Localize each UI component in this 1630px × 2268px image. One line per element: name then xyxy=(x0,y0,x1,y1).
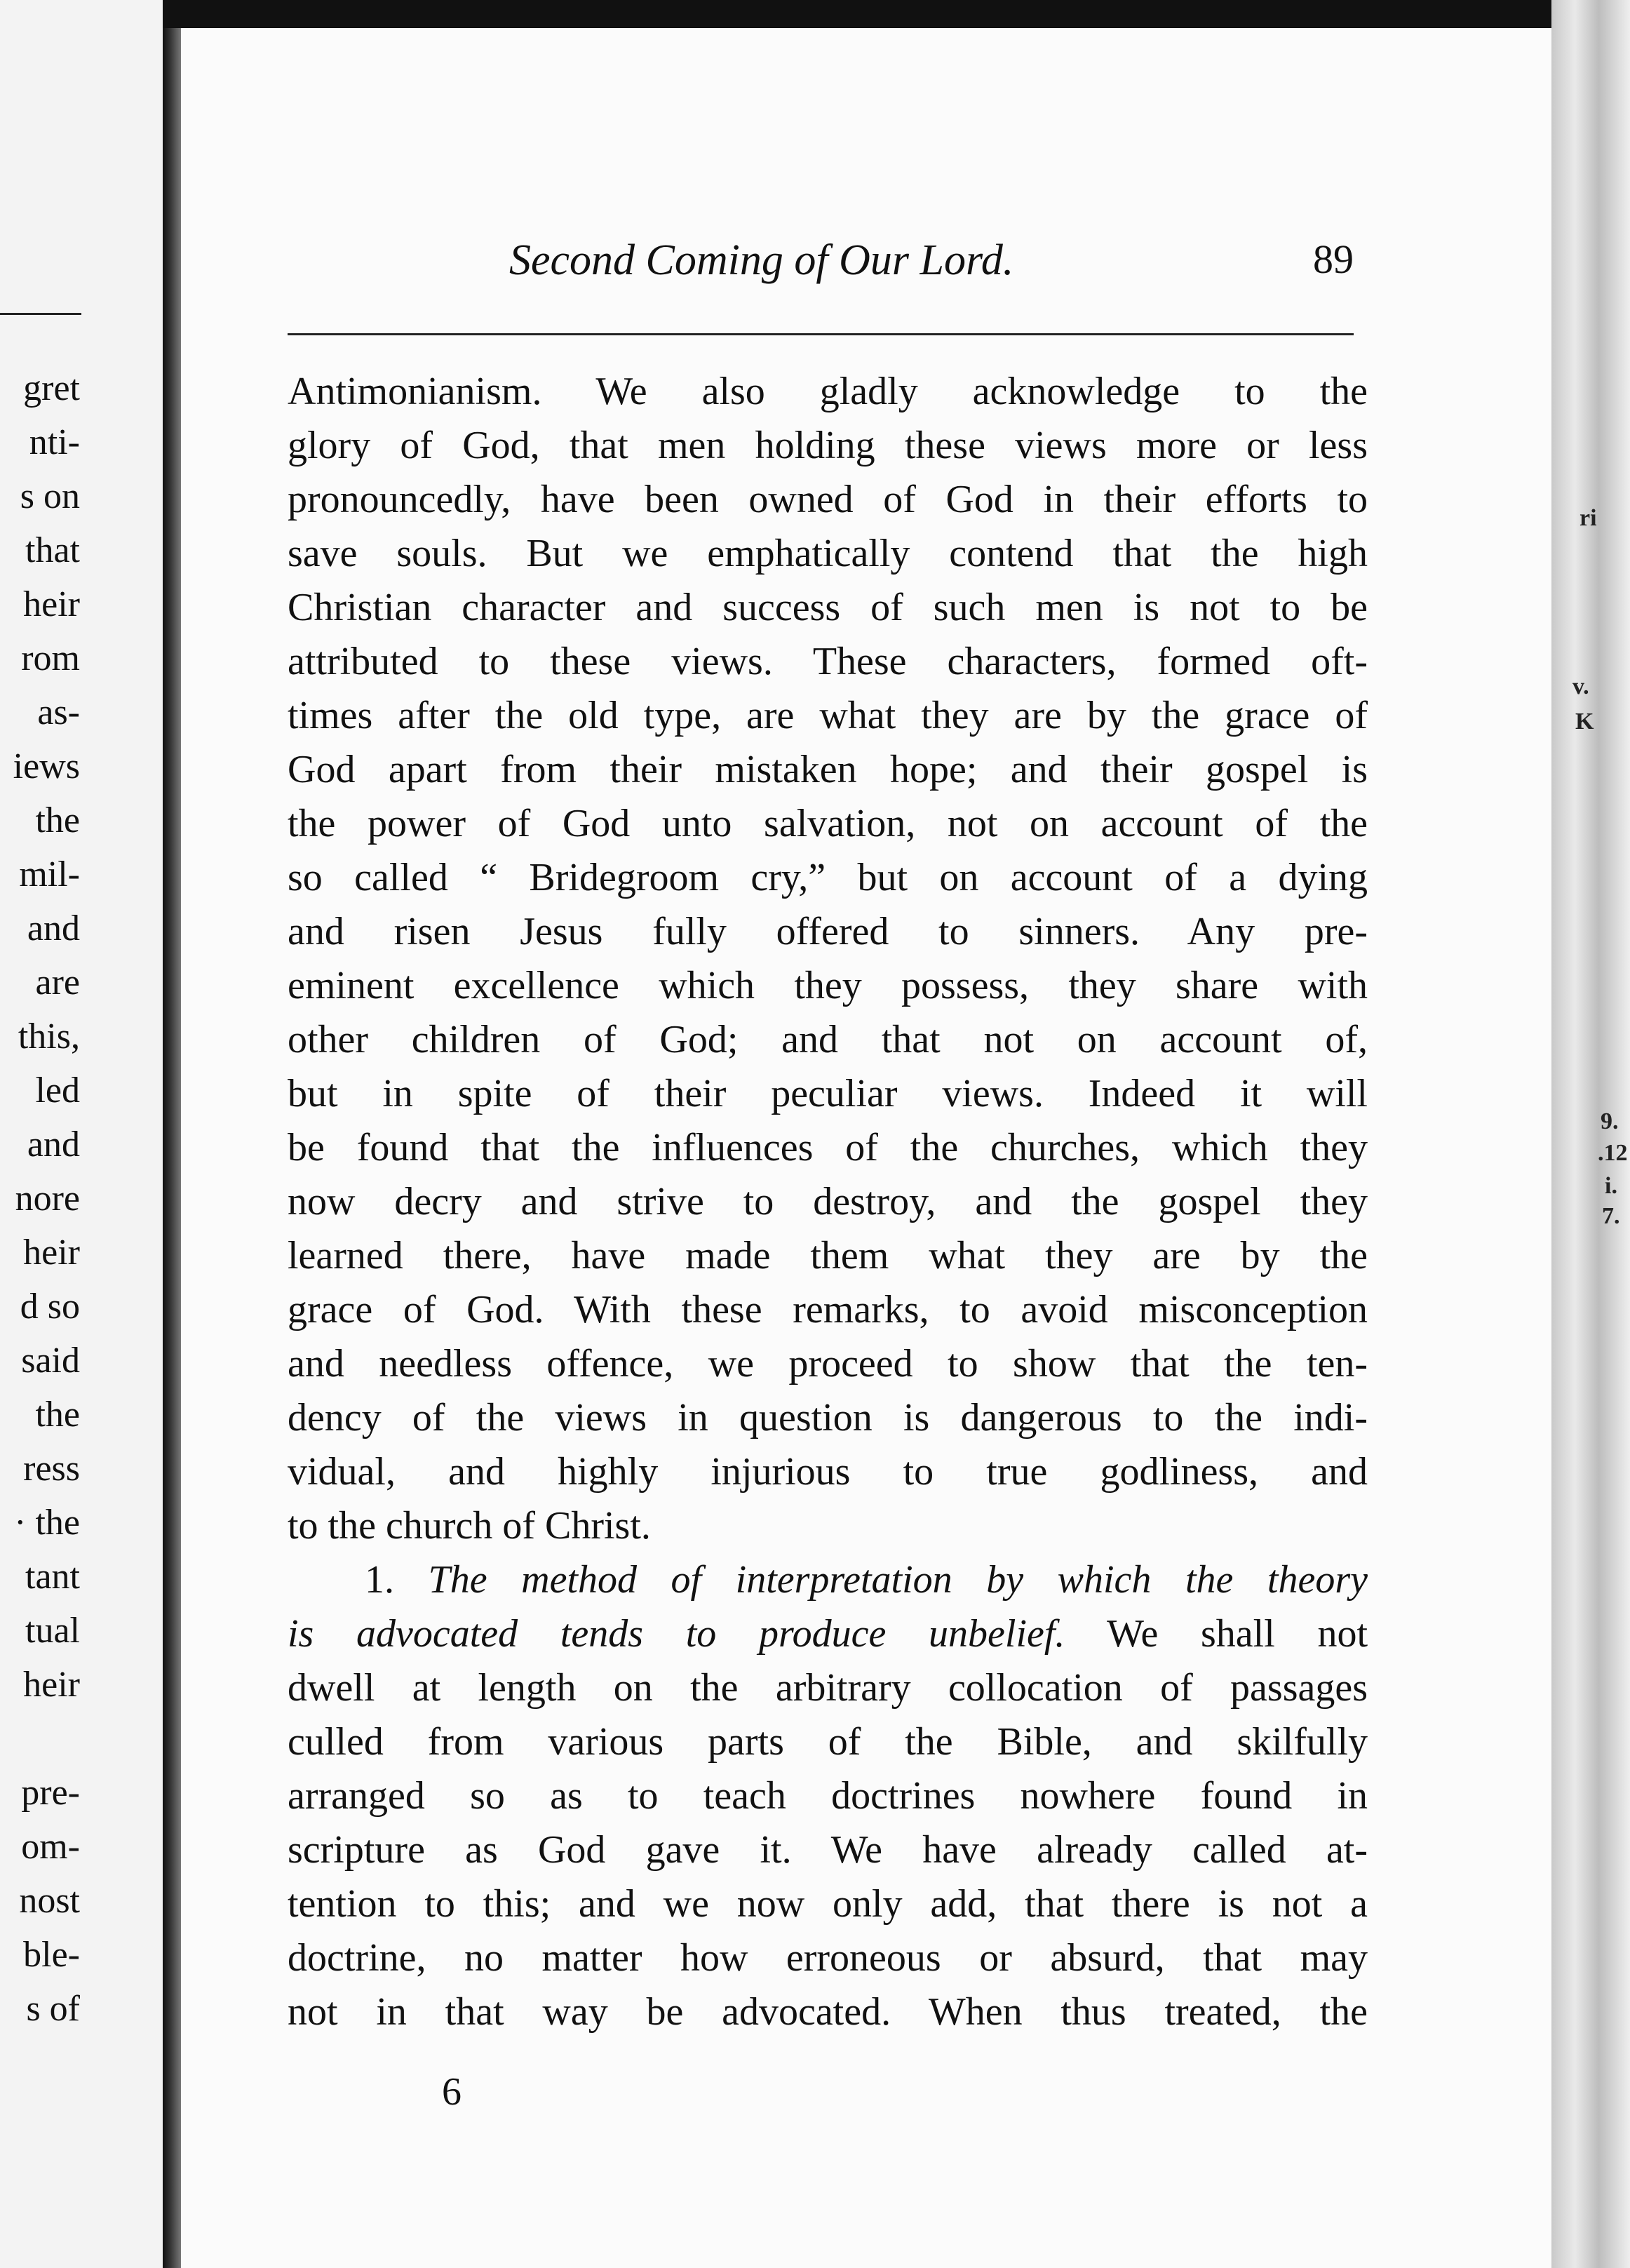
left-page-fragment: said xyxy=(21,1341,80,1381)
signature-mark: 6 xyxy=(442,2070,462,2114)
section-number: 1. xyxy=(365,1558,394,1602)
text-line: times after the old type, are what they are by the grace of xyxy=(288,694,1368,737)
section-heading-line-1 xyxy=(288,1553,1368,1607)
left-page-fragment: · the xyxy=(14,1503,80,1543)
left-page-fragment: nost xyxy=(19,1881,80,1921)
left-page-fragment: nti- xyxy=(29,422,80,462)
left-page-fragment: are xyxy=(35,962,80,1002)
left-page-fragment: the xyxy=(35,800,80,840)
right-edge-fragment: 7. xyxy=(1602,1203,1620,1229)
left-page-fragment: the xyxy=(35,1395,80,1435)
text-line: the power of God unto salvation, not on account of the xyxy=(288,802,1368,845)
right-edge-fragment: .12 xyxy=(1598,1140,1628,1166)
page-header xyxy=(288,232,1361,288)
left-page-fragment: and xyxy=(27,1125,80,1165)
text-line: eminent excellence which they possess, they share with xyxy=(288,964,1368,1007)
left-page-fragment: iews xyxy=(13,746,80,786)
section-heading-2-rest: We shall not xyxy=(1065,1612,1368,1656)
left-page-fragment: ble- xyxy=(23,1935,80,1975)
text-line: but in spite of their peculiar views. Indeed it will xyxy=(288,1072,1368,1115)
text-line: and needless offence, we proceed to show that the ten- xyxy=(288,1342,1368,1385)
text-line: other children of God; and that not on account of, xyxy=(288,1018,1368,1061)
left-page-fragment: tant xyxy=(25,1557,80,1597)
text-line: and risen Jesus fully offered to sinners. Any pre- xyxy=(288,910,1368,953)
left-page-fragment: s of xyxy=(26,1989,80,2029)
text-line: not in that way be advocated. When thus treated, the xyxy=(288,1990,1368,2034)
right-edge-fragment: K xyxy=(1575,709,1594,734)
right-edge-fragment: i. xyxy=(1605,1173,1617,1199)
text-line: Antimonianism. We also gladly acknowledge to the xyxy=(288,370,1368,413)
text-line: God apart from their mistaken hope; and their gospel is xyxy=(288,748,1368,791)
text-line: arranged so as to teach doctrines nowhere found in xyxy=(288,1774,1368,1818)
left-page-fragment: as- xyxy=(37,692,80,732)
right-page-edge xyxy=(1551,0,1630,2268)
left-page-fragment: nore xyxy=(15,1179,80,1219)
left-page-fragment: s on xyxy=(20,476,80,516)
paragraph-1 xyxy=(288,365,1368,1553)
right-edge-fragment: 9. xyxy=(1601,1108,1619,1134)
text-line: dency of the views in question is dangerous to the indi- xyxy=(288,1396,1368,1440)
running-head: Second Coming of Our Lord. xyxy=(509,236,1014,284)
section-heading-line-2 xyxy=(288,1607,1368,1661)
left-page-fragment: heir xyxy=(23,1665,80,1705)
text-line: to the church of Christ. xyxy=(288,1504,651,1548)
left-page-fragment: tual xyxy=(25,1611,80,1651)
left-page-fragment: heir xyxy=(23,584,80,624)
left-page-fragment: led xyxy=(35,1071,80,1110)
body-text xyxy=(288,365,1368,2039)
left-page-fragment: ress xyxy=(23,1449,80,1489)
text-line: so called “ Bridegroom cry,” but on account of a dying xyxy=(288,856,1368,899)
text-line: Christian character and success of such men is not to be xyxy=(288,586,1368,629)
text-line: vidual, and highly injurious to true godliness, and xyxy=(288,1450,1368,1494)
right-edge-fragment: ri xyxy=(1580,505,1597,531)
header-rule xyxy=(288,333,1354,335)
text-line: be found that the influences of the churches, which they xyxy=(288,1126,1368,1169)
left-page-fragment: d so xyxy=(20,1287,80,1327)
text-line: attributed to these views. These characters, formed oft- xyxy=(288,640,1368,683)
text-line: culled from various parts of the Bible, and skilfully xyxy=(288,1720,1368,1764)
text-line: pronouncedly, have been owned of God in their efforts to xyxy=(288,478,1368,521)
left-page-rule xyxy=(0,313,81,315)
text-line: dwell at length on the arbitrary collocation of passages xyxy=(288,1666,1368,1710)
left-page-fragment: this, xyxy=(18,1016,80,1056)
left-page-fragment: gret xyxy=(23,368,80,408)
paragraph-2 xyxy=(288,1661,1368,2039)
left-facing-page xyxy=(0,0,163,2268)
text-line: save souls. But we emphatically contend that the high xyxy=(288,532,1368,575)
left-page-fragment: om- xyxy=(21,1827,80,1867)
text-line: learned there, have made them what they are by the xyxy=(288,1234,1368,1277)
text-line: doctrine, no matter how erroneous or absurd, that may xyxy=(288,1936,1368,1980)
text-line: now decry and strive to destroy, and the gospel they xyxy=(288,1180,1368,1223)
text-line: tention to this; and we now only add, that there is not a xyxy=(288,1882,1368,1926)
left-page-fragment: pre- xyxy=(21,1773,80,1813)
right-edge-fragment: v. xyxy=(1572,673,1589,699)
section-heading-2: is advocated tends to produce unbelief. xyxy=(288,1612,1065,1656)
text-line: glory of God, that men holding these views more or less xyxy=(288,424,1368,467)
left-page-fragment: and xyxy=(27,908,80,948)
left-page-fragment: heir xyxy=(23,1233,80,1273)
section-heading-1: The method of interpretation by which the theory xyxy=(428,1558,1368,1602)
text-line: scripture as God gave it. We have already called at- xyxy=(288,1828,1368,1872)
book-gutter xyxy=(163,0,181,2268)
scan-top-edge xyxy=(163,0,1630,28)
left-page-fragment: mil- xyxy=(19,854,80,894)
text-line: grace of God. With these remarks, to avoid misconception xyxy=(288,1288,1368,1331)
page-number: 89 xyxy=(1313,236,1354,282)
left-page-fragment: rom xyxy=(21,638,80,678)
left-page-fragment: that xyxy=(25,530,80,570)
